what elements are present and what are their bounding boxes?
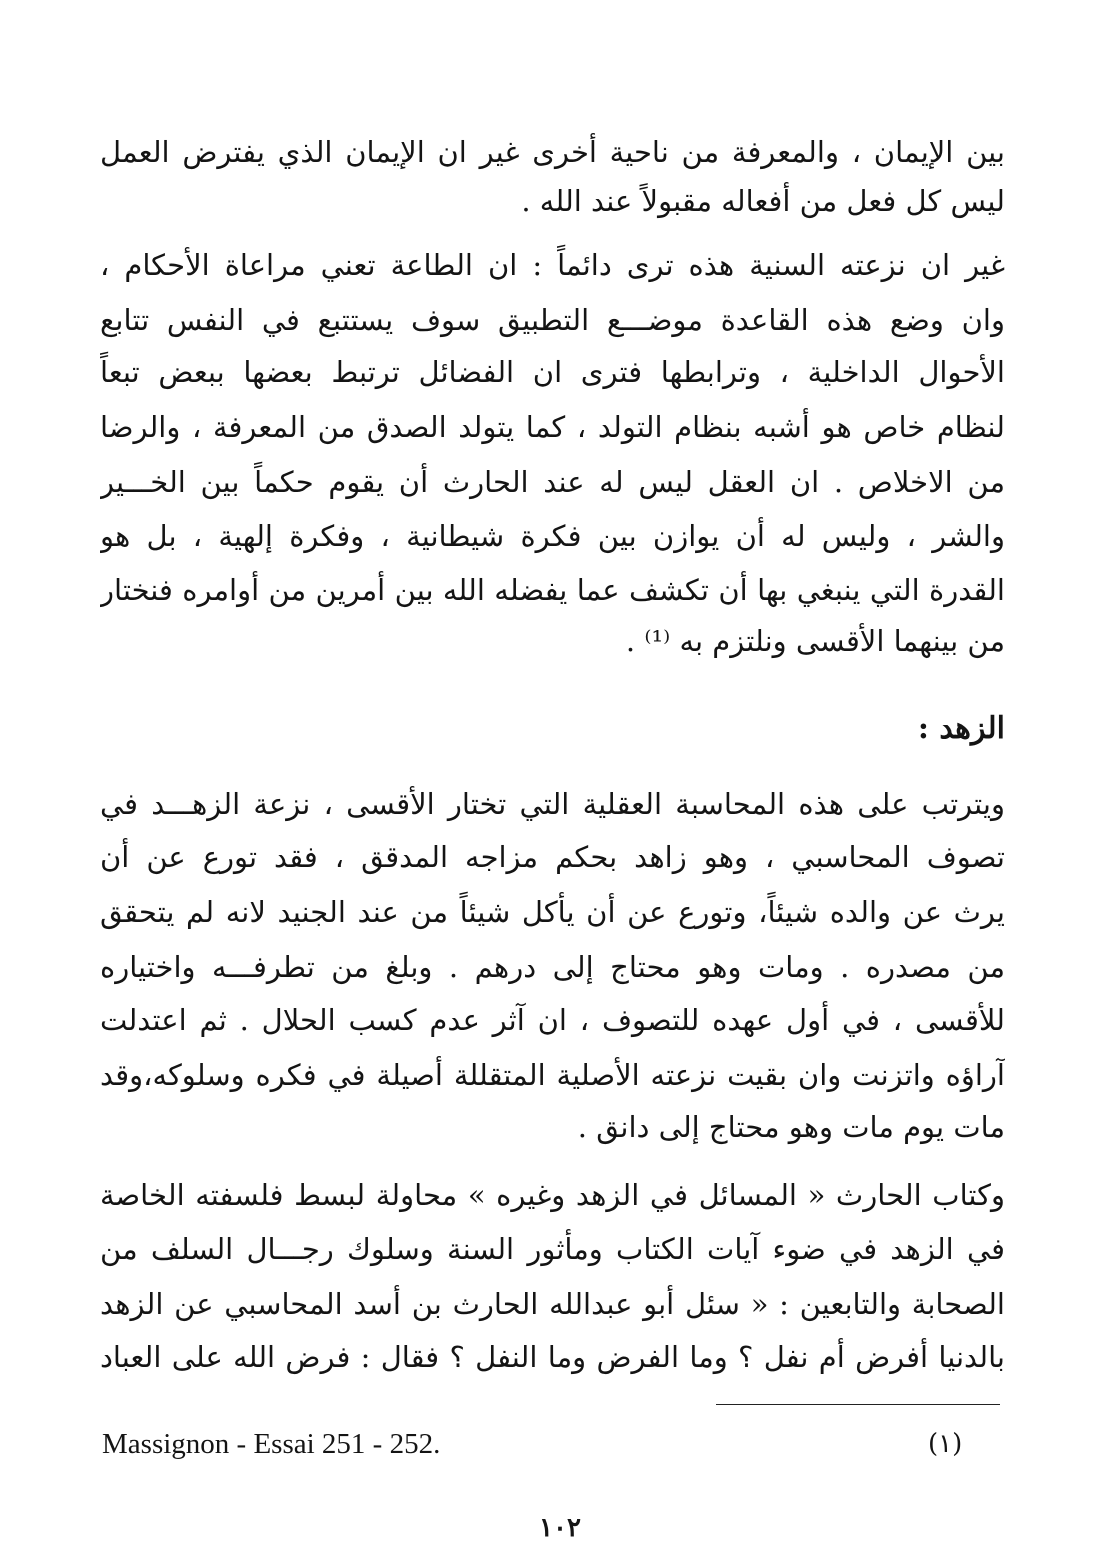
text-line: القدرة التي ينبغي بها أن تكشف عما يفضله الله بين أمرين من أوامره فنختار bbox=[100, 573, 1005, 607]
text-line: آراؤه واتزنت وان بقيت نزعته الأصلية المتقللة أصيلة في فكره وسلوكه،وقد bbox=[100, 1058, 1005, 1092]
text-line: مات يوم مات وهو محتاج إلى دانق . bbox=[577, 1110, 1005, 1144]
text-line: ويترتب على هذه المحاسبة العقلية التي تختار الأقسى ، نزعة الزهـــد في bbox=[100, 787, 1005, 821]
text-line: بالدنيا أفرض أم نفل ؟ وما الفرض وما النفل ؟ فقال : فرض الله على العباد bbox=[100, 1340, 1005, 1374]
text-line: ليس كل فعل من أفعاله مقبولاً عند الله . bbox=[521, 184, 1005, 218]
text-line: في الزهد في ضوء آيات الكتاب ومأثور السنة وسلوك رجـــال السلف من bbox=[100, 1232, 1005, 1266]
text-line: بين الإيمان ، والمعرفة من ناحية أخرى غير ان الإيمان الذي يفترض العمل bbox=[100, 135, 1005, 169]
text-line: من مصدره . ومات وهو محتاج إلى درهم . وبلغ من تطرفـــه واختياره bbox=[100, 950, 1005, 984]
footnote-text: Massignon - Essai 251 - 252. bbox=[102, 1428, 441, 1460]
text-line: لنظام خاص هو أشبه بنظام التولد ، كما يتولد الصدق من المعرفة ، والرضا bbox=[100, 410, 1005, 444]
text-line: وان وضع هذه القاعدة موضـــع التطبيق سوف يستتبع في النفس تتابع bbox=[100, 303, 1005, 337]
text-line: غير ان نزعته السنية هذه ترى دائماً : ان الطاعة تعني مراعاة الأحكام ، bbox=[100, 248, 1005, 282]
footnote-divider bbox=[716, 1404, 1000, 1405]
section-heading: الزهد : bbox=[917, 711, 1005, 746]
text-line: الصحابة والتابعين : « سئل أبو عبدالله الحارث بن أسد المحاسبي عن الزهد bbox=[100, 1287, 1005, 1321]
text-line: يرث عن والده شيئاً، وتورع عن أن يأكل شيئاً من عند الجنيد لانه لم يتحقق bbox=[100, 895, 1005, 929]
text-line: للأقسى ، في أول عهده للتصوف ، ان آثر عدم كسب الحلال . ثم اعتدلت bbox=[100, 1003, 1005, 1037]
text-line: من الاخلاص . ان العقل ليس له عند الحارث أن يقوم حكماً بين الخـــير bbox=[100, 465, 1005, 499]
text-line: من بينهما الأقسى ونلتزم به ⁽¹⁾ . bbox=[625, 624, 1005, 658]
text-line: وكتاب الحارث « المسائل في الزهد وغيره » محاولة لبسط فلسفته الخاصة bbox=[100, 1178, 1005, 1212]
text-line: والشر ، وليس له أن يوازن بين فكرة شيطانية ، وفكرة إلهية ، بل هو bbox=[100, 519, 1005, 553]
footnote-marker: (١) bbox=[928, 1429, 963, 1459]
page-number: ١٠٢ bbox=[539, 1513, 581, 1543]
text-line: تصوف المحاسبي ، وهو زاهد بحكم مزاجه المدقق ، فقد تورع عن أن bbox=[100, 840, 1005, 874]
text-line: الأحوال الداخلية ، وترابطها فترى ان الفضائل ترتبط بعضها ببعض تبعاً bbox=[100, 355, 1005, 389]
